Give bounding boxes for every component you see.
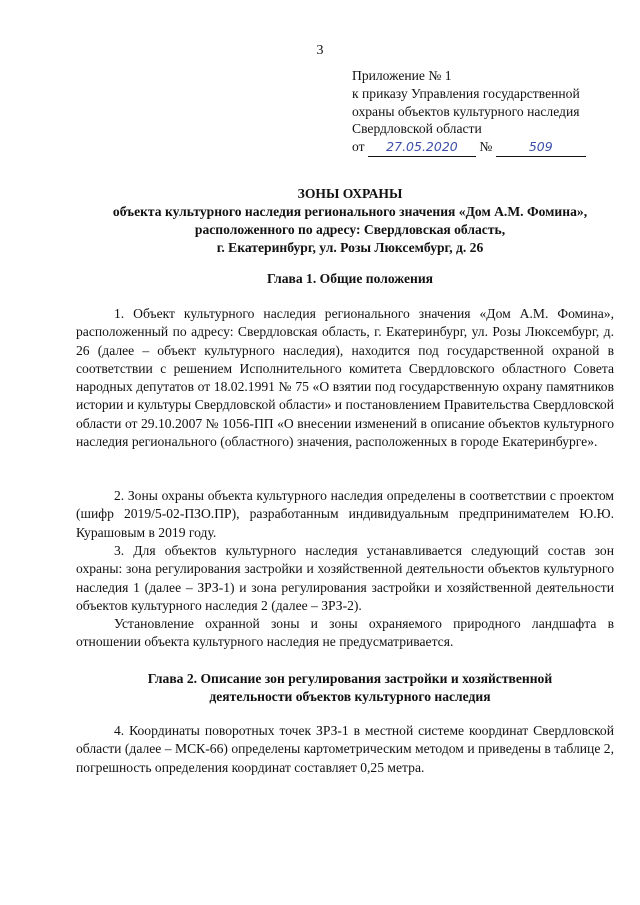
date-field — [368, 138, 476, 157]
annex-authority-line: охраны объектов культурного наследия — [352, 103, 580, 119]
annex-region-line: Свердловской области — [352, 121, 482, 137]
title-line-3: расположенного по адресу: Свердловская область, — [194, 222, 506, 237]
chapter-2-heading — [60, 670, 640, 706]
annex-header — [352, 67, 586, 157]
title-line-4: г. Екатеринбург, ул. Розы Люксембург, д. 26 — [216, 240, 484, 255]
chapter-2-heading-line-2: деятельности объектов культурного наследия — [209, 689, 491, 704]
paragraph-2: 2. Зоны охраны объекта культурного наследия определены в соответствии с проектом (шифр 2019/5-02-ПЗО.ПР), разработанным индивидуальным предпринимателем Ю.Ю. Курашовым в 2019 году. — [76, 488, 614, 540]
chapter-2-heading-line-1: Глава 2. Описание зон регулирования застройки и хозяйственной — [147, 671, 553, 686]
handwritten-date: 27.05.2020 — [386, 139, 458, 155]
title-line-1: ЗОНЫ ОХРАНЫ — [297, 186, 403, 201]
annex-order-line: к приказу Управления государственной — [352, 85, 580, 101]
page-number: 3 — [316, 43, 324, 58]
date-prefix: от — [352, 139, 365, 155]
annex-title: Приложение № 1 — [352, 68, 452, 83]
paragraph-3: 3. Для объектов культурного наследия устанавливается следующий состав зон охраны: зона регулирования застройки и хозяйственной деятельности объектов культурного наследия 1 (далее – ЗРЗ-1) и зона регулирования застройки и хозяйственной деятельности объектов культурного наследия 2 (далее – ЗРЗ-2). — [76, 543, 614, 613]
annex-date-number-line — [352, 138, 586, 157]
document-title — [60, 185, 640, 257]
number-field — [496, 138, 586, 157]
title-line-2: объекта культурного наследия регионального значения «Дом А.М. Фомина», — [112, 204, 588, 219]
paragraph-4: Установление охранной зоны и зоны охраняемого природного ландшафта в отношении объекта культурного наследия не предусматривается. — [76, 616, 614, 650]
handwritten-number: 509 — [528, 139, 553, 155]
paragraph-1: 1. Объект культурного наследия регионального значения «Дом А.М. Фомина», расположенный по адресу: Свердловская область, г. Екатеринбург, ул. Розы Люксембург, д. 26 (далее – объект культурного наследия), находится под государственной охраной в соответствии с решением Исполнительного комитета Свердловского областного Совета народных депутатов от 18.02.1991 № 75 «О взятии под государственную охрану памятников истории и культуры Свердловской области» и постановлением Правительства Свердловской области от 29.10.2007 № 1056-ПП «О внесении изменений в описание объектов культурного наследия регионального (областного) значения, расположенных в городе Екатеринбурге». — [76, 306, 614, 450]
chapter-1-heading: Глава 1. Общие положения — [266, 271, 434, 286]
number-prefix: № — [479, 139, 493, 155]
paragraph-5: 4. Координаты поворотных точек ЗРЗ-1 в местной системе координат Свердловской области (далее – МСК-66) определены картометрическим методом и приведены в таблице 2, погрешность определения координат составляет 0,25 метра. — [76, 723, 614, 775]
